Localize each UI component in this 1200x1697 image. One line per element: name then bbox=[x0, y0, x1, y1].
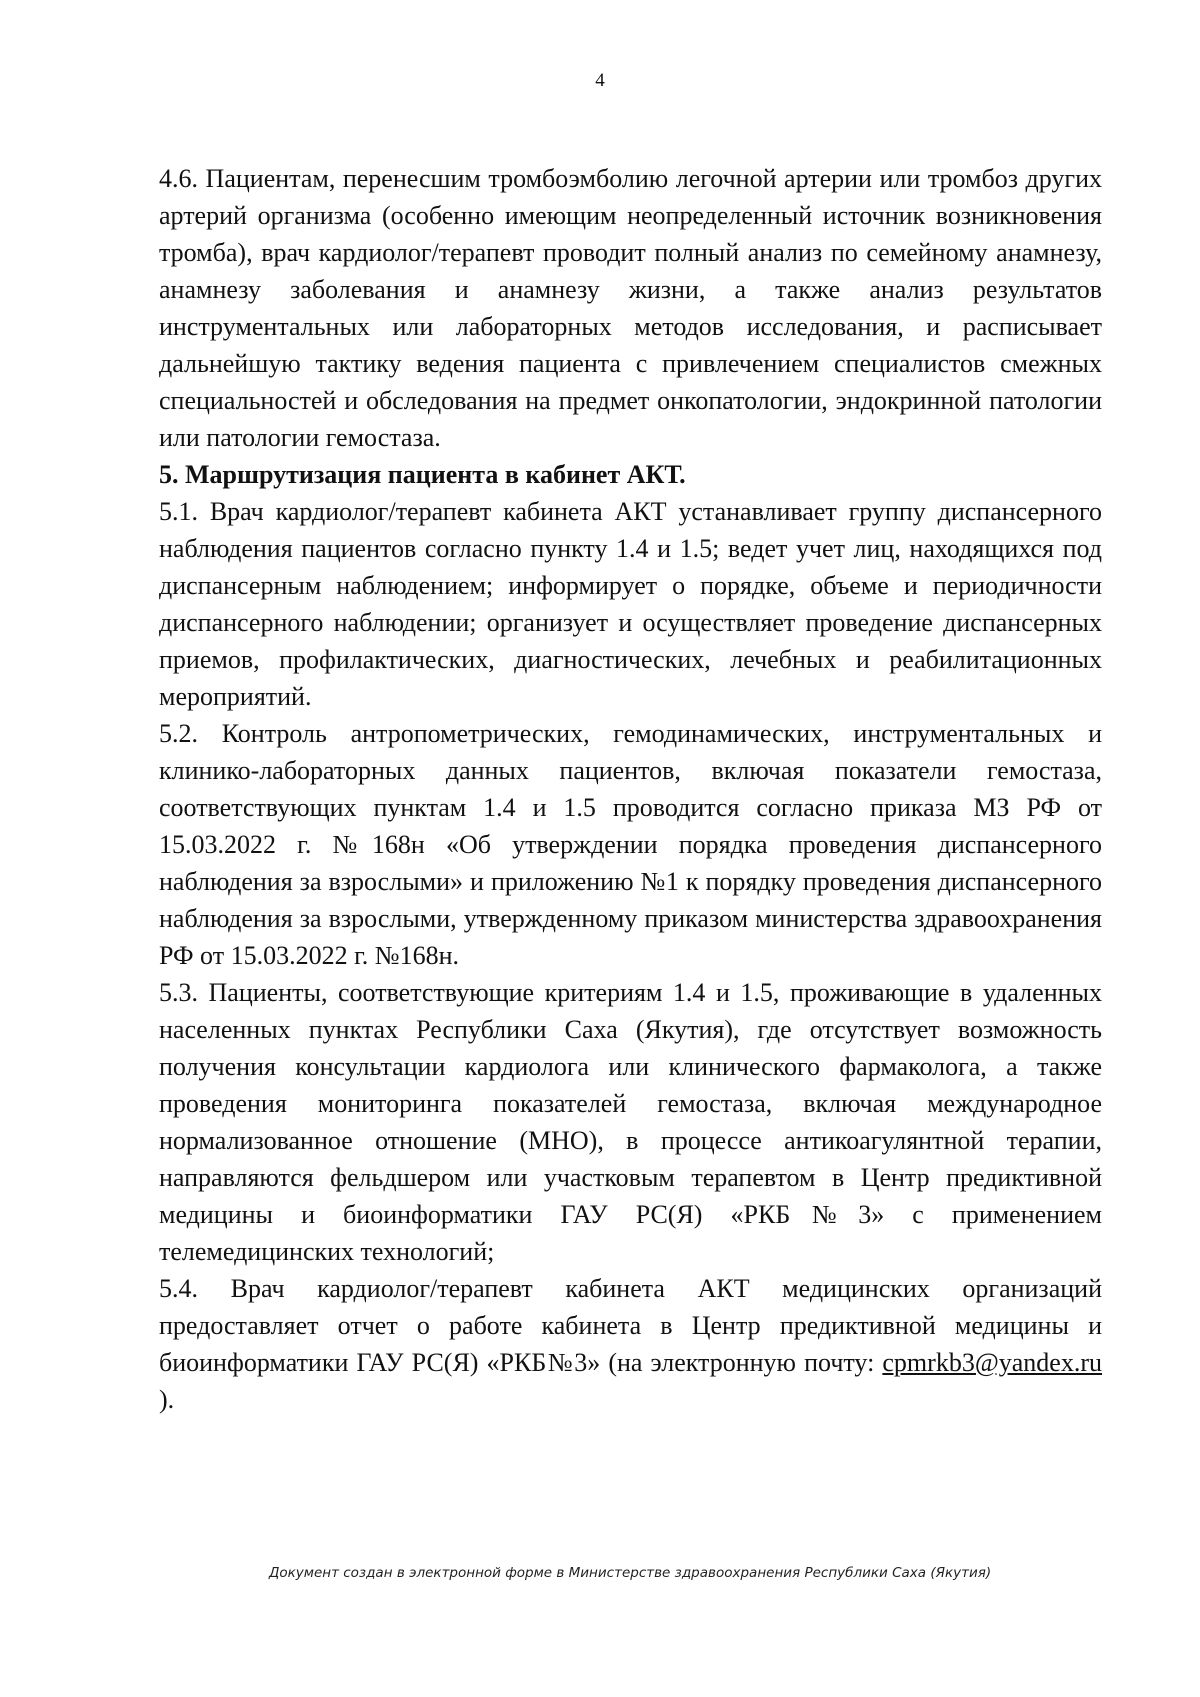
document-body bbox=[159, 160, 1102, 1418]
paragraph-5-2: 5.2. Контроль антропометрических, гемодинамических, инструментальных и клинико-лабораторных данных пациентов, включая показатели гемостаза, соответствующих пунктам 1.4 и 1.5 проводится согласно приказа МЗ РФ от 15.03.2022 г. №168н «Об утверждении порядка проведения диспансерного наблюдения за взрослыми» и приложению №1 к порядку проведения диспансерного наблюдения за взрослыми, утвержденному приказом министерства здравоохранения РФ от 15.03.2022 г. №168н. bbox=[159, 719, 1102, 970]
email-link[interactable]: cpmrkb3@yandex.ru bbox=[882, 1348, 1102, 1377]
section-5-heading: 5. Маршрутизация пациента в кабинет АКТ. bbox=[159, 460, 686, 489]
document-footer: Документ создан в электронной форме в Министерстве здравоохранения Республики Саха (Якутия) bbox=[268, 1565, 992, 1581]
paragraph-5-4-end: ). bbox=[159, 1385, 175, 1414]
paragraph-5-4-text: 5.4. Врач кардиолог/терапевт кабинета АКТ медицинских организаций предоставляет отчет о работе кабинета в Центр предиктивной медицины и биоинформатики ГАУ РС(Я) «РКБ№3» (на электронную почту: bbox=[159, 1274, 1102, 1377]
paragraph-5-3: 5.3. Пациенты, соответствующие критериям 1.4 и 1.5, проживающие в удаленных населенных пунктах Республики Саха (Якутия), где отсутствует возможность получения консультации кардиолога или клинического фармаколога, а также проведения мониторинга показателей гемостаза, включая международное нормализованное отношение (МНО), в процессе антикоагулянтной терапии, направляются фельдшером или участковым терапевтом в Центр предиктивной медицины и биоинформатики ГАУ РС(Я) «РКБ№3» с применением телемедицинских технологий; bbox=[159, 978, 1102, 1266]
paragraph-5-1: 5.1. Врач кардиолог/терапевт кабинета АКТ устанавливает группу диспансерного наблюдения пациентов согласно пункту 1.4 и 1.5; ведет учет лиц, находящихся под диспансерным наблюдением; информирует о порядке, объеме и периодичности диспансерного наблюдении; организует и осуществляет проведение диспансерных приемов, профилактических, диагностических, лечебных и реабилитационных мероприятий. bbox=[159, 497, 1102, 711]
paragraph-4-6: 4.6. Пациентам, перенесшим тромбоэмболию легочной артерии или тромбоз других артерий организма (особенно имеющим неопределенный источник возникновения тромба), врач кардиолог/терапевт проводит полный анализ по семейному анамнезу, анамнезу заболевания и анамнезу жизни, а также анализ результатов инструментальных или лабораторных методов исследования, и расписывает дальнейшую тактику ведения пациента с привлечением специалистов смежных специальностей и обследования на предмет онкопатологии, эндокринной патологии или патологии гемостаза. bbox=[159, 164, 1102, 452]
page-number: 4 bbox=[595, 70, 605, 91]
paragraph-5-4 bbox=[159, 1270, 1102, 1418]
